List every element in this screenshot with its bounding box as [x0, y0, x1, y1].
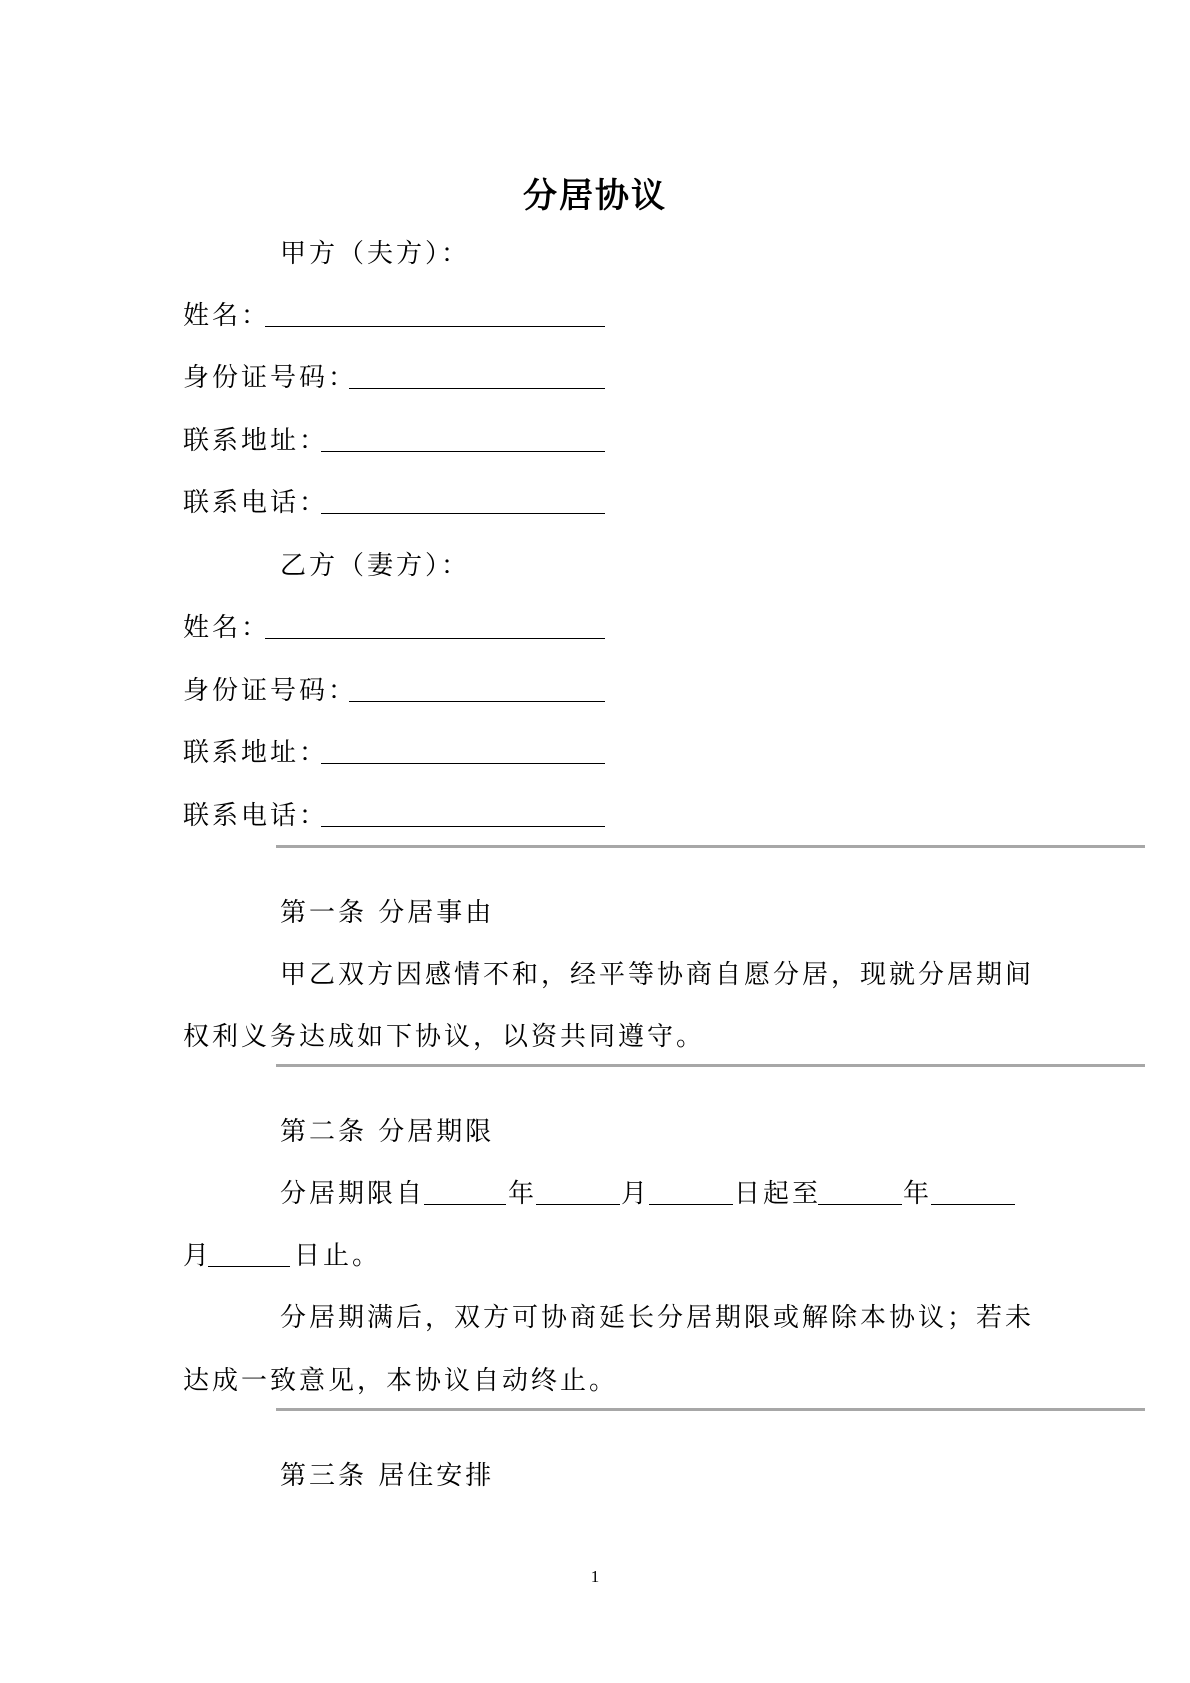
article-2-heading: 第二条 分居期限: [280, 1117, 495, 1147]
section-divider: [276, 1064, 1145, 1067]
party-a-phone-blank[interactable]: [321, 513, 605, 514]
party-a-heading: 甲方（夫方）：: [280, 239, 471, 269]
party-a-id-label: 身份证号码：: [183, 363, 358, 393]
party-a-name-blank[interactable]: [265, 326, 605, 327]
party-b-address-blank[interactable]: [321, 763, 605, 764]
start-month-label: 月: [621, 1179, 651, 1209]
end-month-blank[interactable]: [931, 1204, 1015, 1205]
party-a-address-blank[interactable]: [321, 451, 605, 452]
article-3-heading: 第三条 居住安排: [280, 1461, 495, 1491]
end-year-label: 年: [903, 1179, 933, 1209]
article-2-paragraph-2-line-2: 达成一致意见，本协议自动终止。: [183, 1366, 619, 1396]
section-divider: [276, 845, 1145, 848]
start-month-blank[interactable]: [536, 1204, 620, 1205]
party-b-id-blank[interactable]: [349, 701, 605, 702]
start-day-label: 日起至: [734, 1179, 822, 1209]
party-b-name-blank[interactable]: [265, 638, 605, 639]
party-a-name-label: 姓名：: [183, 301, 271, 331]
end-year-blank[interactable]: [818, 1204, 902, 1205]
party-b-id-label: 身份证号码：: [183, 676, 358, 706]
section-divider: [276, 1408, 1145, 1411]
article-1-paragraph-line-1: 甲乙双方因感情不和，经平等协商自愿分居，现就分居期间: [280, 960, 1035, 990]
article-1-heading: 第一条 分居事由: [280, 898, 495, 928]
start-year-blank[interactable]: [424, 1204, 506, 1205]
end-day-label: 日止。: [294, 1241, 382, 1271]
article-2-paragraph-2-line-1: 分居期满后，双方可协商延长分居期限或解除本协议；若未: [280, 1303, 1035, 1333]
party-b-phone-label: 联系电话：: [183, 801, 329, 831]
party-b-address-label: 联系地址：: [183, 738, 329, 768]
start-day-blank[interactable]: [649, 1204, 733, 1205]
party-a-address-label: 联系地址：: [183, 426, 329, 456]
end-month-label: 月: [183, 1241, 213, 1271]
party-b-phone-blank[interactable]: [321, 826, 605, 827]
date-prefix: 分居期限自: [280, 1179, 426, 1209]
document-title: 分居协议: [523, 176, 667, 216]
start-year-label: 年: [508, 1179, 538, 1209]
article-1-paragraph-line-2: 权利义务达成如下协议，以资共同遵守。: [183, 1022, 706, 1052]
end-day-blank[interactable]: [208, 1266, 290, 1267]
party-a-phone-label: 联系电话：: [183, 488, 329, 518]
party-b-name-label: 姓名：: [183, 613, 271, 643]
page-number: 1: [590, 1567, 600, 1586]
party-a-id-blank[interactable]: [349, 388, 605, 389]
party-b-heading: 乙方（妻方）：: [280, 551, 471, 581]
